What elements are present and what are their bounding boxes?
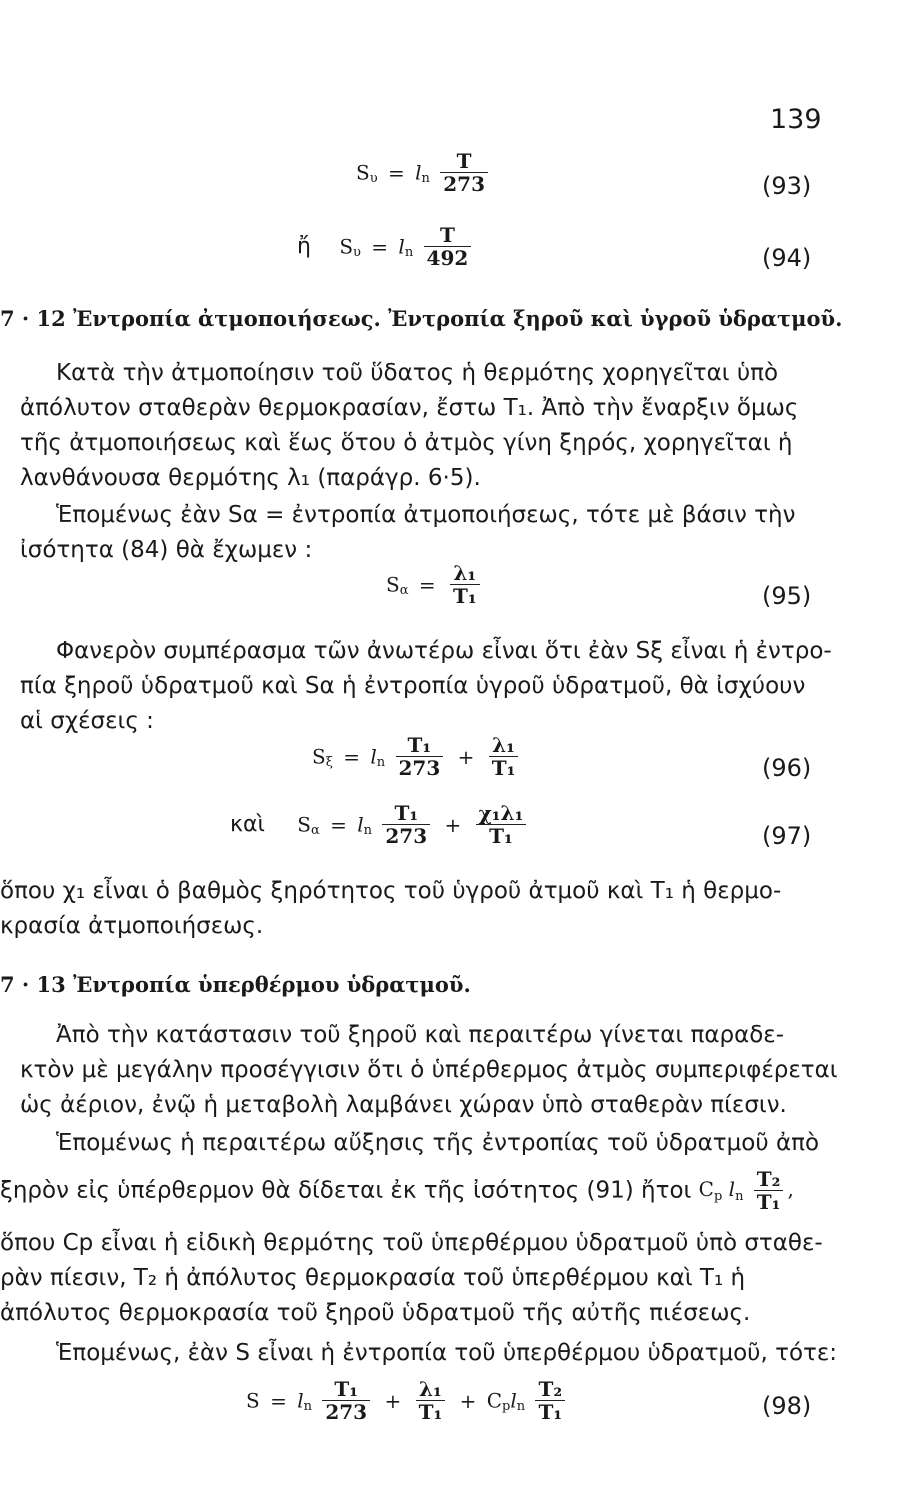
numerator: T₁	[322, 1378, 370, 1401]
eq-symbol: l	[728, 1177, 736, 1201]
denominator: 273	[385, 824, 428, 848]
numerator: T₁	[382, 802, 430, 825]
denominator: T₁	[538, 1400, 563, 1424]
eq-symbol: S	[297, 812, 311, 837]
eq-symbol: l	[510, 1388, 517, 1413]
section-number: 7 · 13	[0, 972, 66, 997]
eq-subscript: α	[310, 823, 320, 838]
text-line: κρασία ἀτμοποιήσεως.	[0, 913, 264, 939]
paragraph-4	[0, 874, 781, 944]
denominator: T₁	[489, 824, 513, 848]
section-heading-7-13	[0, 972, 471, 997]
paragraph-3	[20, 634, 832, 739]
eq-symbol: S	[312, 744, 326, 769]
eq-symbol: S	[339, 234, 354, 259]
equation-93	[356, 150, 492, 220]
eq-symbol: l	[297, 1388, 304, 1413]
eq-operator: +	[459, 1388, 477, 1413]
section-title: Ἐντροπία ἀτμοποιήσεως. Ἐντροπία ξηροῦ καὶ ὑγροῦ ὑδρατμοῦ.	[73, 306, 843, 331]
numerator: T₂	[754, 1168, 784, 1191]
equation-number-93: (93)	[762, 172, 812, 200]
text-line: τῆς ἀτμοποιήσεως καὶ ἕως ὅτου ὁ ἀτμὸς γίνη ξηρός, χορηγεῖται ἡ	[20, 430, 793, 456]
eq-symbol: l	[398, 234, 405, 259]
eq-subscript: p	[502, 1399, 511, 1414]
fraction	[754, 1168, 784, 1213]
eq-operator: =	[371, 234, 389, 259]
eq-subscript: υ	[369, 171, 378, 186]
eq-operator: =	[270, 1388, 287, 1413]
eq-operator: +	[384, 1388, 402, 1413]
text-line: ἀπόλυτον σταθερὰν θερμοκρασίαν, ἔστω T₁. Ἀπὸ τὴν ἔναρξιν ὅμως	[20, 395, 799, 421]
numerator: T₁	[396, 734, 444, 757]
fraction	[476, 802, 527, 847]
eq-prefix: ἤ	[297, 234, 311, 259]
section-number: 7 · 12	[0, 306, 66, 331]
text-line: ξηρὸν εἰς ὑπέρθερμον θὰ δίδεται ἐκ τῆς ἰσότητος (91) ἤτοι	[0, 1177, 692, 1204]
paragraph-7: Ἑπομένως, ἐὰν S εἶναι ἡ ἐντροπία τοῦ ὑπερθέρμου ὑδρατμοῦ, τότε:	[56, 1340, 838, 1366]
page-number: 139	[770, 104, 822, 135]
text-line: ὅπου Cp εἶναι ἡ εἰδικὴ θερμότης τοῦ ὑπερθέρμου ὑδρατμοῦ ὑπὸ σταθε-	[0, 1230, 823, 1256]
fraction	[440, 150, 488, 195]
eq-symbol: S	[356, 160, 370, 185]
fraction	[424, 224, 472, 269]
text-line: Ἀπὸ τὴν κατάστασιν τοῦ ξηροῦ καὶ περαιτέρω γίνεται παραδε-	[56, 1022, 785, 1048]
text-line: Ἑπομένως ἐὰν Sα = ἐντροπία ἀτμοποιήσεως, τότε μὲ βάσιν τὴν	[56, 502, 796, 528]
eq-subscript: υ	[353, 245, 361, 260]
eq-symbol: S	[246, 1388, 260, 1413]
denominator: T₁	[491, 756, 516, 780]
eq-subscript: p	[713, 1189, 723, 1204]
fraction	[322, 1378, 370, 1423]
eq-symbol: C	[698, 1177, 714, 1201]
text-line: Φανερὸν συμπέρασμα τῶν ἀνωτέρω εἶναι ὅτι ἐὰν Sξ εἶναι ἡ ἐντρο-	[56, 638, 832, 664]
equation-94	[297, 224, 475, 294]
denominator: 273	[443, 172, 485, 196]
eq-symbol: l	[415, 160, 422, 185]
fraction	[382, 802, 430, 847]
equation-number-98: (98)	[762, 1392, 812, 1420]
text-line: Κατὰ τὴν ἀτμοποίησιν τοῦ ὕδατος ἡ θερμότης χορηγεῖται ὑπὸ	[56, 360, 779, 386]
eq-subscript: n	[404, 245, 414, 260]
text-line: ἰσότητα (84) θὰ ἔχωμεν :	[20, 537, 313, 563]
eq-symbol: C	[486, 1388, 503, 1413]
numerator: T	[440, 150, 488, 173]
eq-operator: +	[444, 812, 462, 837]
section-title: Ἐντροπία ὑπερθέρμου ὑδρατμοῦ.	[73, 972, 471, 997]
numerator: λ₁	[450, 562, 480, 585]
denominator: T₁	[756, 1190, 781, 1214]
paragraph-1	[20, 356, 798, 496]
paragraph-5	[20, 1018, 838, 1123]
paragraph-6-line-2	[0, 1168, 900, 1228]
denominator: 273	[325, 1400, 368, 1424]
eq-subscript: ξ	[325, 755, 333, 770]
text-line: λανθάνουσα θερμότης λ₁ (παράγρ. 6·5).	[20, 465, 481, 491]
text-line: ὡς ἀέριον, ἐνῷ ἡ μεταβολὴ λαμβάνει χώραν ὑπὸ σταθερὰν πίεσιν.	[20, 1092, 787, 1118]
eq-prefix: καὶ	[230, 812, 265, 837]
fraction	[450, 562, 480, 607]
numerator: λ₁	[416, 1378, 446, 1401]
paragraph-6-line-1: Ἑπομένως ἡ περαιτέρω αὔξησις τῆς ἐντροπίας τοῦ ὑδρατμοῦ ἀπὸ	[56, 1130, 820, 1156]
eq-symbol: S	[386, 572, 400, 597]
eq-subscript: n	[516, 1399, 526, 1414]
equation-95	[386, 562, 484, 632]
text-line: κτὸν μὲ μεγάλην προσέγγισιν ὅτι ὁ ὑπέρθερμος ἀτμὸς συμπεριφέρεται	[20, 1057, 838, 1083]
inline-formula	[698, 1167, 794, 1214]
paragraph-6-rest	[0, 1226, 823, 1331]
eq-subscript: n	[363, 823, 373, 838]
equation-96	[312, 734, 522, 804]
section-heading-7-12	[0, 306, 842, 331]
numerator: T₂	[535, 1378, 565, 1401]
eq-operator: =	[418, 572, 436, 597]
eq-symbol: l	[357, 812, 364, 837]
equation-number-94: (94)	[762, 244, 812, 272]
eq-subscript: n	[303, 1399, 312, 1414]
comma: ,	[787, 1177, 794, 1201]
fraction	[416, 1378, 446, 1423]
numerator: T	[424, 224, 472, 247]
eq-subscript: n	[421, 171, 430, 186]
equation-number-97: (97)	[762, 822, 812, 850]
eq-symbol: l	[370, 744, 377, 769]
denominator: 492	[426, 246, 469, 270]
fraction	[535, 1378, 565, 1423]
text-line: πία ξηροῦ ὑδρατμοῦ καὶ Sα ἡ ἐντροπία ὑγροῦ ὑδρατμοῦ, θὰ ἰσχύουν	[20, 673, 806, 699]
eq-operator: +	[457, 744, 475, 769]
fraction	[489, 734, 519, 779]
eq-operator: =	[343, 744, 360, 769]
eq-operator: =	[387, 160, 405, 185]
eq-subscript: n	[735, 1189, 744, 1204]
text-line: αἱ σχέσεις :	[20, 708, 154, 734]
denominator: T₁	[452, 584, 477, 608]
equation-number-96: (96)	[762, 754, 812, 782]
numerator: χ₁λ₁	[476, 802, 527, 825]
equation-98	[246, 1378, 569, 1448]
text-line: ὅπου χ₁ εἶναι ὁ βαθμὸς ξηρότητος τοῦ ὑγροῦ ἀτμοῦ καὶ T₁ ἡ θερμο-	[0, 878, 782, 904]
denominator: T₁	[418, 1400, 443, 1424]
eq-subscript: n	[376, 755, 386, 770]
paragraph-2	[20, 498, 795, 568]
eq-subscript: α	[399, 583, 409, 598]
equation-number-95: (95)	[762, 582, 812, 610]
equation-97	[230, 802, 530, 872]
text-line: ρὰν πίεσιν, T₂ ἡ ἀπόλυτος θερμοκρασία τοῦ ὑπερθέρμου καὶ T₁ ἡ	[0, 1265, 746, 1291]
numerator: λ₁	[489, 734, 519, 757]
fraction	[396, 734, 444, 779]
text-line: ἀπόλυτος θερμοκρασία τοῦ ξηροῦ ὑδρατμοῦ τῆς αὐτῆς πιέσεως.	[0, 1300, 751, 1326]
denominator: 273	[398, 756, 441, 780]
eq-operator: =	[330, 812, 347, 837]
